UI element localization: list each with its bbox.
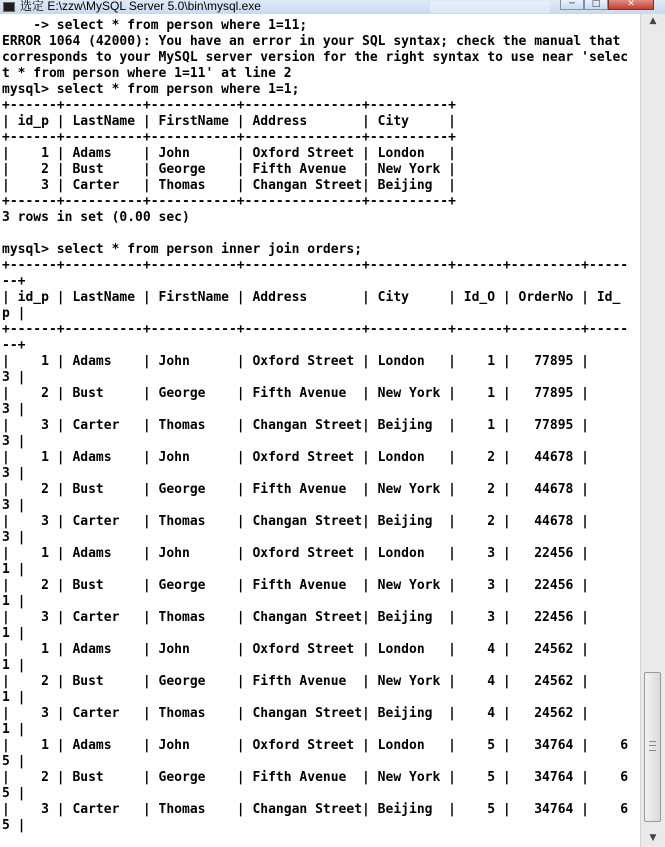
console-line: 3 | [2,434,26,449]
console-line: | 1 | Adams | John | Oxford Street | London | 2 | 44678 | [2,450,589,465]
console-line: 1 | [2,626,26,641]
console-line: 1 | [2,690,26,705]
console-line: | 1 | Adams | John | Oxford Street | London | 4 | 24562 | [2,642,589,657]
console-line: | 2 | Bust | George | Fifth Avenue | New York | 4 | 24562 | [2,674,589,689]
console-app-icon [3,2,15,12]
console-line: 5 | [2,818,26,833]
console-line: 3 | [2,498,26,513]
console-line: 3 | [2,466,26,481]
console-line: | 3 | Carter | Thomas | Changan Street| Beijing | 1 | 77895 | [2,418,589,433]
scroll-thumb[interactable] [644,672,661,822]
console-line: | id_p | LastName | FirstName | Address | City | Id_O | OrderNo | Id_ [2,290,621,305]
console-line: t * from person where 1=11' at line 2 [2,66,292,81]
console-line: --+ [2,274,26,289]
console-output-area[interactable] [0,14,640,847]
console-line: | 3 | Carter | Thomas | Changan Street| Beijing | 4 | 24562 | [2,706,589,721]
vertical-scrollbar[interactable] [640,14,665,847]
console-line: 1 | [2,658,26,673]
console-line: +------+----------+-----------+---------------+----------+ [2,130,456,145]
console-line: | 2 | Bust | George | Fifth Avenue | New York | [2,162,456,177]
minimize-button[interactable]: ─ [560,0,584,10]
console-line: +------+----------+-----------+---------------+----------+------+---------+----- [2,322,629,337]
console-line: | 3 | Carter | Thomas | Changan Street| Beijing | [2,178,456,193]
console-line: | id_p | LastName | FirstName | Address | City | [2,114,456,129]
console-line: | 2 | Bust | George | Fifth Avenue | New York | 5 | 34764 | 6 [2,770,629,785]
console-line: +------+----------+-----------+---------------+----------+ [2,194,456,209]
console-line: mysql> select * from person where 1=1; [2,82,300,97]
console-line: | 1 | Adams | John | Oxford Street | London | 1 | 77895 | [2,354,589,369]
console-text [0,14,640,834]
console-line: +------+----------+-----------+---------------+----------+------+---------+----- [2,258,629,273]
maximize-button[interactable]: □ [584,0,608,10]
console-line: 3 | [2,530,26,545]
console-line: | 3 | Carter | Thomas | Changan Street| Beijing | 3 | 22456 | [2,610,589,625]
console-line: 3 | [2,402,26,417]
console-line: corresponds to your MySQL server version for the right syntax to use near 'selec [2,50,629,65]
console-line: | 1 | Adams | John | Oxford Street | London | 3 | 22456 | [2,546,589,561]
console-line: 3 rows in set (0.00 sec) [2,210,190,225]
close-button[interactable]: ✕ [608,0,654,10]
console-line: --+ [2,338,26,353]
console-line: | 2 | Bust | George | Fifth Avenue | New York | 1 | 77895 | [2,386,589,401]
console-line: 5 | [2,786,26,801]
console-line: | 2 | Bust | George | Fifth Avenue | New York | 2 | 44678 | [2,482,589,497]
window-title: 选定 E:\zzw\MySQL Server 5.0\bin\mysql.exe [20,0,261,13]
title-bar[interactable] [0,0,665,15]
console-line: 5 | [2,754,26,769]
console-line: 1 | [2,722,26,737]
console-line: | 3 | Carter | Thomas | Changan Street| Beijing | 5 | 34764 | 6 [2,802,629,817]
console-line: 1 | [2,562,26,577]
console-line: | 1 | Adams | John | Oxford Street | London | [2,146,456,161]
console-line: | 2 | Bust | George | Fifth Avenue | New York | 3 | 22456 | [2,578,589,593]
console-line: -> select * from person where 1=11; [2,18,308,33]
console-line: | 3 | Carter | Thomas | Changan Street| Beijing | 2 | 44678 | [2,514,589,529]
console-line: p | [2,306,26,321]
console-line: 1 | [2,594,26,609]
console-line: | 1 | Adams | John | Oxford Street | London | 5 | 34764 | 6 [2,738,629,753]
scroll-down-arrow-icon[interactable]: ▼ [649,833,657,843]
console-line: +------+----------+-----------+---------------+----------+ [2,98,456,113]
title-overlay [430,1,550,13]
console-line: 3 | [2,370,26,385]
scroll-up-arrow-icon[interactable]: ▲ [649,16,657,26]
console-line: mysql> select * from person inner join orders; [2,242,363,257]
console-line: ERROR 1064 (42000): You have an error in your SQL syntax; check the manual that [2,34,621,49]
scroll-grip-icon [649,741,656,751]
